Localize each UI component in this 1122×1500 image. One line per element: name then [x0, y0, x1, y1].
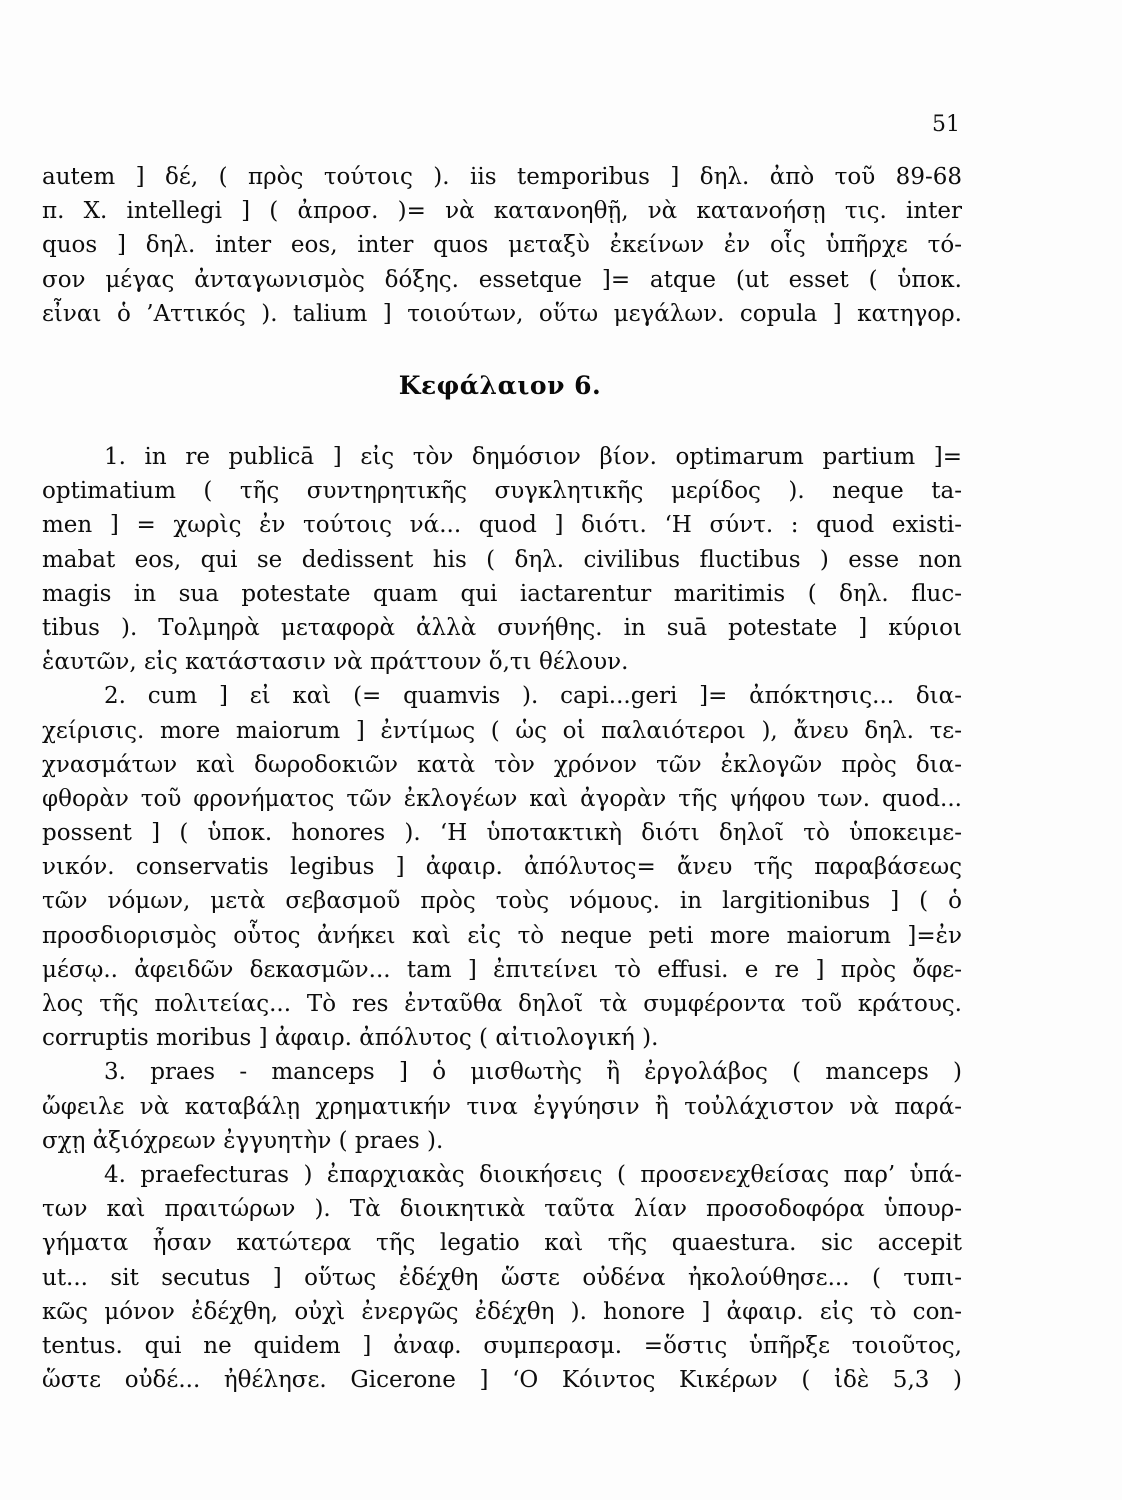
text-line: χείρισις. more maiorum ] ἐντίμως ( ὡς οἱ παλαιότεροι ), ἄνευ δηλ. τε- — [42, 717, 962, 744]
commentary-body — [42, 440, 962, 1397]
text-line: προσδιορισμὸς οὗτος ἀνήκει καὶ εἰς τὸ neque peti more maiorum ]=ἐν — [42, 922, 962, 949]
text-line: 4. praefecturas ) ἐπαρχιακὰς διοικήσεις ( προσενεχθείσας παρ’ ὑπά- — [104, 1161, 962, 1188]
text-line: 3. praes - manceps ] ὁ μισθωτὴς ἢ ἐργολάβος ( manceps ) — [104, 1059, 962, 1086]
text-line: λος τῆς πολιτείας... Τὸ res ἐνταῦθα δηλοῖ τὰ συμφέροντα τοῦ κράτους. — [42, 991, 962, 1017]
text-line: σχῃ ἀξιόχρεων ἐγγυητὴν ( praes ). — [42, 1127, 444, 1154]
text-line: mabat eos, qui se dedissent his ( δηλ. civilibus fluctibus ) esse non — [42, 546, 962, 573]
text-line: men ] = χωρὶς ἐν τούτοις νά... quod ] διότι. ‘Η σύντ. : quod existi- — [42, 512, 962, 539]
text-line: χνασμάτων καὶ δωροδοκιῶν κατὰ τὸν χρόνον τῶν ἐκλογῶν πρὸς δια- — [42, 751, 962, 778]
text-line: π. X. intellegi ] ( ἀπροσ. )= νὰ κατανοηθῇ, νὰ κατανοήσῃ τις. inter — [42, 198, 962, 225]
text-line: ὤφειλε νὰ καταβάλῃ χρηματικήν τινα ἐγγύησιν ἢ τοὐλάχιστον νὰ παρά- — [42, 1093, 962, 1120]
text-line: magis in sua potestate quam qui iactarentur maritimis ( δηλ. fluc- — [42, 580, 962, 607]
text-line: optimatium ( τῆς συντηρητικῆς συγκλητικῆς μερίδος ). neque ta- — [42, 478, 962, 505]
text-line: φθορὰν τοῦ φρονήματος τῶν ἐκλογέων καὶ ἀγορὰν τῆς ψήφου των. quod... — [42, 785, 962, 812]
text-line: σον μέγας ἀνταγωνισμὸς δόξης. essetque ]= atque (ut esset ( ὑποκ. — [42, 266, 962, 293]
text-line: των καὶ πραιτώρων ). Τὰ διοικητικὰ ταῦτα λίαν προσοδοφόρα ὑπουρ- — [42, 1196, 962, 1223]
text-line: κῶς μόνον ἐδέχθη, οὐχὶ ἐνεργῶς ἐδέχθη ). honore ] ἀφαιρ. εἰς τὸ con- — [42, 1298, 962, 1325]
page-number: 51 — [932, 112, 960, 137]
chapter-heading: Κεφάλαιον 6. — [398, 371, 602, 400]
text-line: τῶν νόμων, μετὰ σεβασμοῦ πρὸς τοὺς νόμους. in largitionibus ] ( ὁ — [42, 888, 962, 915]
text-line: ὥστε οὐδέ... ἠθέλησε. Gicerone ] ‘Ο Κόιντος Κικέρων ( ἰδὲ 5,3 ) — [42, 1367, 962, 1394]
text-line: corruptis moribus ] ἀφαιρ. ἀπόλυτος ( αἰτιολογική ). — [42, 1025, 659, 1052]
text-line: ἑαυτῶν, εἰς κατάστασιν νὰ πράττουν ὅ,τι θέλουν. — [42, 649, 629, 676]
text-line: possent ] ( ὑποκ. honores ). ‘Η ὑποτακτικὴ διότι δηλοῖ τὸ ὑποκειμε- — [42, 820, 962, 847]
text-line: γήματα ἦσαν κατώτερα τῆς legatio καὶ τῆς quaestura. sic accepit — [42, 1230, 962, 1257]
text-line: 2. cum ] εἰ καὶ (= quamvis ). capi...geri ]= ἀπόκτησις... δια- — [104, 683, 962, 710]
text-line: 1. in re publicā ] εἰς τὸν δημόσιον βίον. optimarum partium ]= — [104, 444, 962, 470]
text-line: autem ] δέ, ( πρὸς τούτοις ). iis temporibus ] δηλ. ἀπὸ τοῦ 89-68 — [42, 164, 962, 190]
text-line: tentus. qui ne quidem ] ἀναφ. συμπερασμ. =ὅστις ὑπῆρξε τοιοῦτος, — [42, 1332, 962, 1359]
text-line: quos ] δηλ. inter eos, inter quos μεταξὺ ἐκείνων ἐν οἷς ὑπῆρχε τό- — [42, 232, 962, 259]
text-line: νικόν. conservatis legibus ] ἀφαιρ. ἀπόλυτος= ἄνευ τῆς παραβάσεως — [42, 854, 962, 881]
text-line: ut... sit secutus ] οὕτως ἐδέχθη ὥστε οὐδένα ἠκολούθησε... ( τυπι- — [42, 1264, 962, 1291]
text-line: tibus ). Τολμηρὰ μεταφορὰ ἀλλὰ συνήθης. in suā potestate ] κύριοι — [42, 614, 962, 641]
intro-paragraph — [42, 160, 962, 331]
text-line: εἶναι ὁ ’Αττικός ). talium ] τοιούτων, οὕτω μεγάλων. copula ] κατηγορ. — [42, 300, 962, 327]
text-line: μέσῳ.. ἀφειδῶν δεκασμῶν... tam ] ἐπιτείνει τὸ effusi. e re ] πρὸς ὄφε- — [42, 956, 962, 983]
